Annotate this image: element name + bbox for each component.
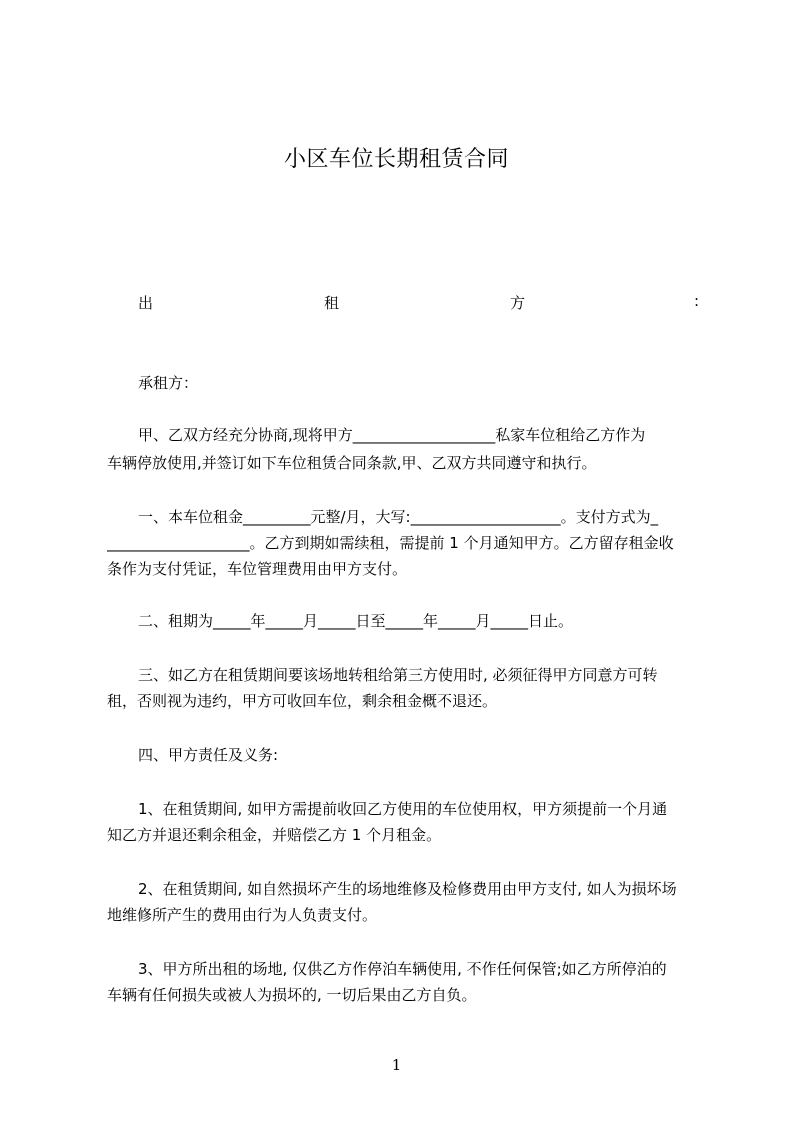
lessor-char-3: 方 bbox=[510, 294, 526, 312]
lessee-field: 承租方： bbox=[138, 374, 199, 392]
paragraph-line: 甲、乙双方经充分协商,现将甲方___________________私家车位租给乙方作为 bbox=[138, 426, 646, 444]
lessor-char-1: 出 bbox=[138, 294, 154, 312]
lessor-field bbox=[138, 292, 700, 316]
document-title: 小区车位长期租赁合同 bbox=[283, 147, 509, 172]
page-number: 1 bbox=[391, 1056, 402, 1074]
paragraph-line: 车辆停放使用,并签订如下车位租赁合同条款,甲、乙双方共同遵守和执行。 bbox=[107, 454, 597, 472]
paragraph-line: 三、如乙方在租赁期间要该场地转租给第三方使用时, 必须征得甲方同意方可转 bbox=[138, 666, 658, 684]
paragraph-line: 车辆有任何损失或被人为损坏的, 一切后果由乙方自负。 bbox=[107, 986, 477, 1004]
paragraph-line: 一、本车位租金_________元整/月，大写:____________________。支付方式为_ bbox=[138, 508, 659, 526]
paragraph-line: 二、租期为_____年_____月_____日至_____年_____月_____日止。 bbox=[138, 612, 574, 630]
section-heading: 四、甲方责任及义务: bbox=[138, 746, 279, 764]
lessor-colon: : bbox=[694, 292, 700, 310]
paragraph-line: 条作为支付凭证，车位管理费用由甲方支付。 bbox=[107, 560, 408, 578]
paragraph-line: 知乙方并退还剩余租金，并赔偿乙方 1 个月租金。 bbox=[107, 826, 442, 844]
paragraph-line: 地维修所产生的费用由行为人负责支付。 bbox=[107, 906, 378, 924]
paragraph-line: 1、在租赁期间, 如甲方需提前收回乙方使用的车位使用权，甲方须提前一个月通 bbox=[138, 800, 668, 818]
lessor-char-2: 租 bbox=[324, 294, 340, 312]
paragraph-line: 3、甲方所出租的场地, 仅供乙方作停泊车辆使用, 不作任何保管;如乙方所停泊的 bbox=[138, 960, 667, 978]
paragraph-line: 2、在租赁期间, 如自然损坏产生的场地维修及检修费用由甲方支付, 如人为损坏场 bbox=[138, 880, 677, 898]
paragraph-line: ___________________。乙方到期如需续租，需提前 1 个月通知甲方。乙方留存租金收 bbox=[107, 534, 674, 552]
paragraph-line: 租，否则视为违约，甲方可收回车位，剩余租金概不退还。 bbox=[107, 692, 498, 710]
